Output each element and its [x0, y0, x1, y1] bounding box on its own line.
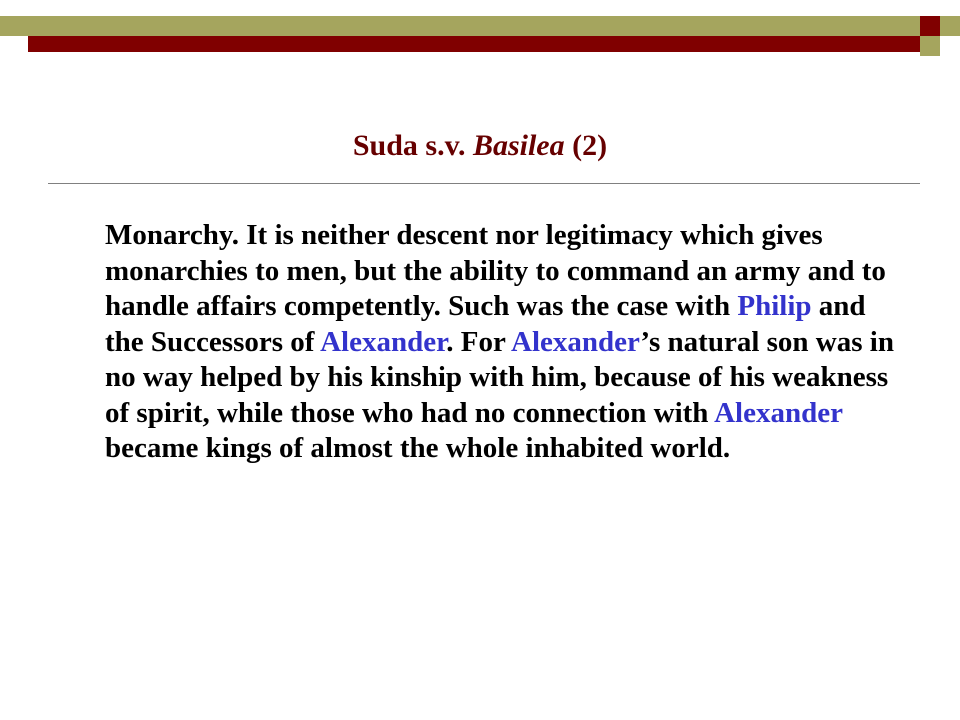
- header-maroon-bar: [28, 36, 940, 52]
- header-olive-bar: [0, 16, 960, 36]
- slide-body-text: [105, 218, 905, 467]
- slide-title: [48, 128, 912, 164]
- body-text-segment: became kings of almost the whole inhabited world.: [105, 432, 731, 464]
- title-italic: Basilea: [472, 129, 565, 162]
- title-prefix: Suda s.v.: [352, 129, 473, 162]
- body-text-segment: Monarchy. It is neither descent nor legitimacy which gives monarchies to men, but the ability to command an army and to handle affairs competently. Such was the case with: [105, 219, 886, 322]
- title-suffix: (2): [564, 129, 608, 162]
- body-text-segment: and the Successors of: [105, 290, 866, 358]
- header-olive-square: [920, 36, 940, 56]
- body-text-segment: . For: [446, 325, 512, 358]
- name-alexander: Alexander: [511, 325, 641, 358]
- title-divider: [48, 183, 920, 184]
- name-philip: Philip: [737, 290, 812, 322]
- body-text-segment: ’s natural son was in no way helped by his kinship with him, because of his weakness of spirit, while those who had no connection with: [105, 325, 894, 429]
- header-maroon-square: [920, 16, 940, 36]
- name-alexander: Alexander: [714, 396, 843, 429]
- name-alexander: Alexander: [320, 325, 447, 358]
